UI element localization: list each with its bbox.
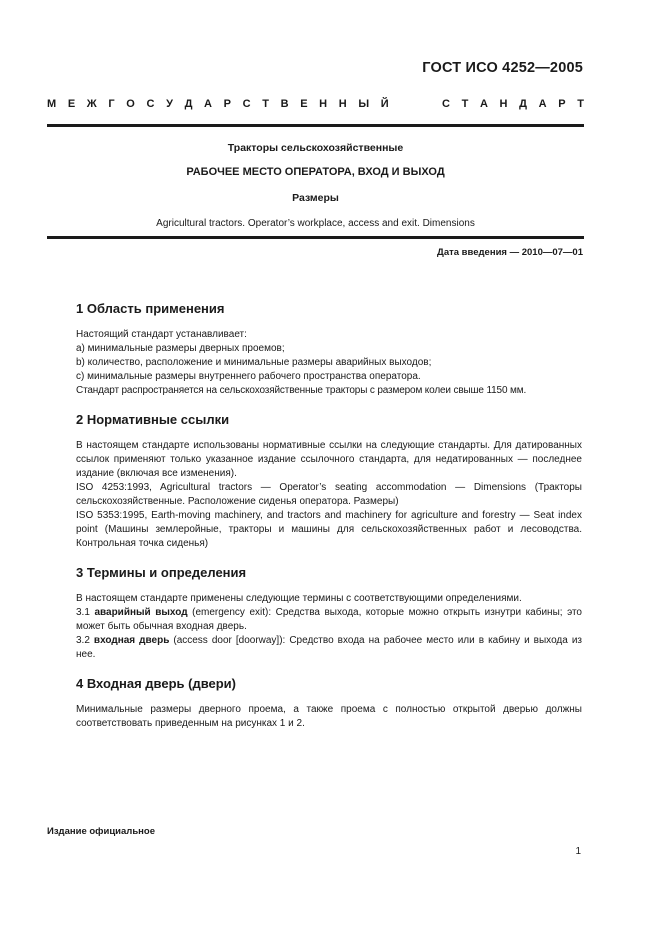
section-3 (76, 564, 582, 662)
interstate-letter: Ж (86, 98, 97, 110)
reference-item: ISO 4253:1993, Agricultural tractors — Operator’s seating accommodation — Dimensions (Тракторы сельскохозяйственные. Расположение сиденья оператора. Размеры) (76, 482, 582, 507)
standard-letter: Д (519, 98, 527, 110)
list-item: с) минимальные размеры внутреннего рабочего пространства оператора. (76, 371, 421, 382)
interstate-letter: В (280, 98, 289, 110)
interstate-standard-heading (47, 98, 584, 110)
title-line-2: РАБОЧЕЕ МЕСТО ОПЕРАТОРА, ВХОД И ВЫХОД (186, 166, 445, 178)
title-english: Agricultural tractors. Operator’s workplace, access and exit. Dimensions (156, 218, 475, 229)
interstate-letter: О (126, 98, 135, 110)
page-number: 1 (575, 846, 581, 857)
top-rule (47, 124, 584, 127)
term: входная дверь (93, 635, 170, 646)
standard-letter: Т (577, 98, 584, 110)
term-number: 3.2 (76, 635, 94, 646)
section-heading: 4 Входная дверь (двери) (76, 676, 237, 691)
standard-letter: Т (461, 98, 469, 110)
definition-item (76, 634, 582, 662)
section-heading: 3 Термины и определения (76, 565, 247, 580)
interstate-letter: Е (300, 98, 308, 110)
standard-letter: А (479, 98, 488, 110)
interstate-letter: У (166, 98, 173, 110)
interstate-letter: Г (108, 98, 115, 110)
paragraph: В настоящем стандарте использованы нормативные ссылки на следующие стандарты. Для датированных ссылок применяют только указанное издание ссылочного стандарта, для недатированных — последнее издание (включая все изменения). (76, 440, 582, 479)
interstate-letter: С (146, 98, 155, 110)
interstate-letter: М (47, 98, 57, 110)
paragraph: Настоящий стандарт устанавливает: (76, 329, 247, 340)
paragraph: Минимальные размеры дверного проема, а также проема с полностью открытой дверью должны соответствовать приведенным на рисунках 1 и 2. (76, 704, 582, 729)
title-line-1: Тракторы сельскохозяйственные (227, 142, 404, 154)
document-body (76, 300, 582, 731)
definition-item (76, 606, 582, 634)
interstate-letter: Й (380, 98, 389, 110)
interstate-letter: Е (67, 98, 76, 110)
title-line-3: Размеры (292, 192, 339, 204)
interstate-letter: Ы (358, 98, 370, 110)
section-2 (76, 411, 582, 551)
official-edition-label: Издание официальное (47, 826, 155, 837)
interstate-letter: Н (319, 98, 328, 110)
paragraph: В настоящем стандарте применены следующие термины с соответствующими определениями. (76, 593, 522, 604)
standard-letter: А (538, 98, 547, 110)
reference-item: ISO 5353:1995, Earth-moving machinery, and tractors and machinery for agriculture and forestry — Seat index point (Машины землеройные, тракторы и машины для сельскохозяйственных работ и лесоводства. Контрольная точка сиденья) (76, 510, 582, 549)
section-heading: 1 Область применения (76, 301, 225, 316)
section-1 (76, 300, 582, 398)
standard-letter: Р (558, 98, 566, 110)
section-heading: 2 Нормативные ссылки (76, 412, 230, 427)
standard-letter: С (441, 98, 450, 110)
bottom-rule (47, 236, 584, 239)
interstate-letter: Р (223, 98, 231, 110)
list-item: а) минимальные размеры дверных проемов; (76, 343, 285, 354)
paragraph: Стандарт распространяется на сельскохозяйственные тракторы с размером колеи свыше 1150 мм. (76, 385, 527, 396)
interstate-letter: А (204, 98, 212, 110)
term: аварийный выход (94, 607, 188, 618)
standard-number: ГОСТ ИСО 4252—2005 (422, 60, 583, 76)
introduction-date: Дата введения — 2010—07—01 (437, 247, 583, 258)
section-4 (76, 675, 582, 731)
term-definition: (access door [doorway]): Средство входа на рабочее место или в кабину и выхода из нее. (76, 635, 582, 660)
list-item: b) количество, расположение и минимальные размеры аварийных выходов; (76, 357, 432, 368)
term-definition: (emergency exit): Средства выхода, которые можно открыть изнутри кабины; это может быть обычная входная дверь. (76, 607, 582, 632)
word-gap (400, 98, 430, 110)
term-number: 3.1 (76, 607, 95, 618)
interstate-letter: С (242, 98, 251, 110)
interstate-letter: Т (262, 98, 269, 110)
interstate-letter: Д (184, 98, 193, 110)
standard-letter: Н (499, 98, 508, 110)
interstate-letter: Н (338, 98, 347, 110)
